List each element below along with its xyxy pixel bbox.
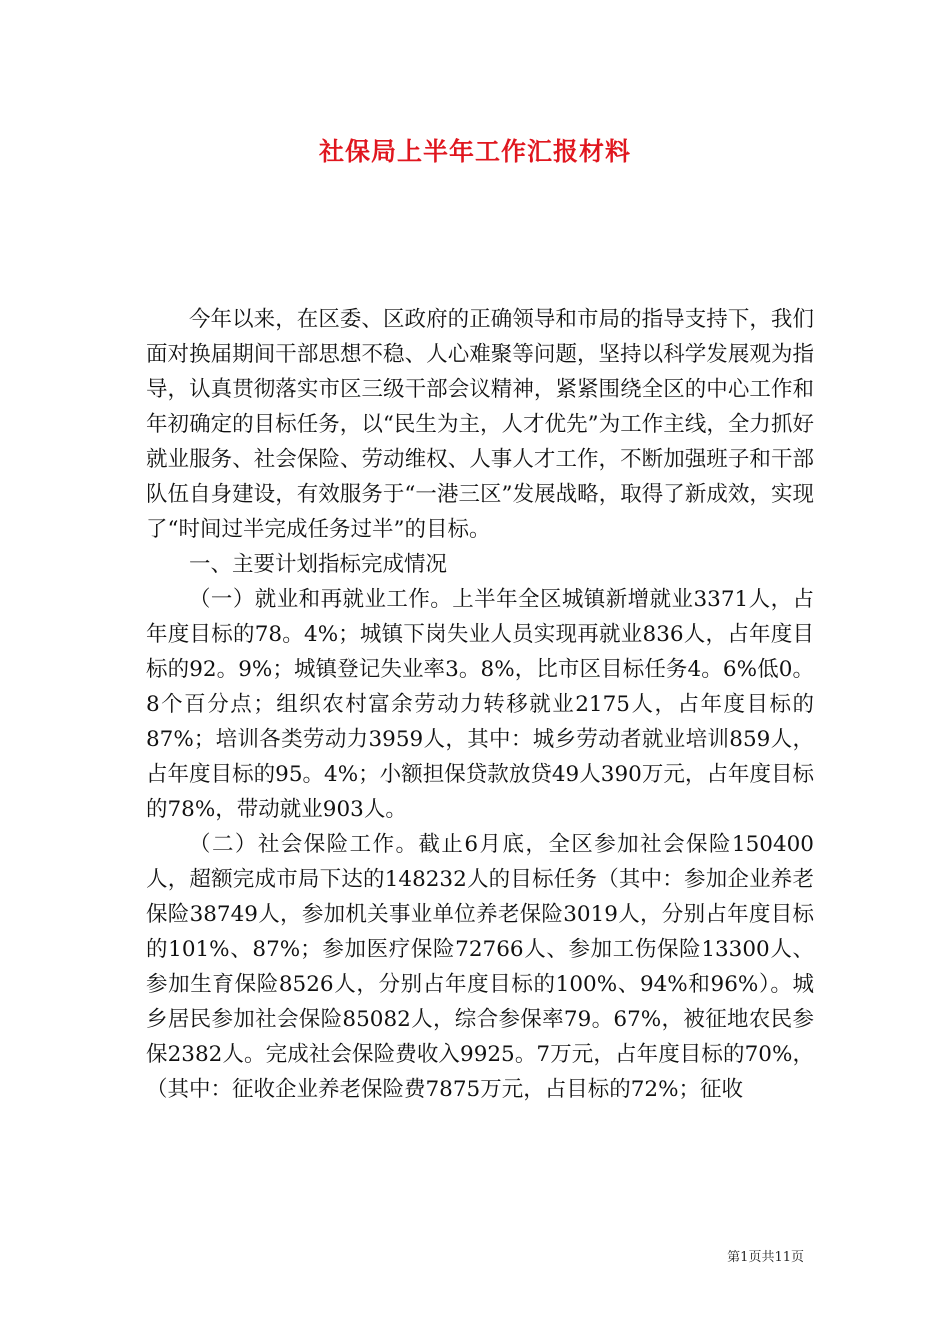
- paragraph-intro: 今年以来，在区委、区政府的正确领导和市局的指导支持下，我们面对换届期间干部思想不稳、人心难聚等问题，坚持以科学发展观为指导，认真贯彻落实市区三级干部会议精神，紧紧围绕全区的中心工作和年初确定的目标任务，以“民生为主，人才优先”为工作主线，全力抓好就业服务、社会保险、劳动维权、人事人才工作，不断加强班子和干部队伍自身建设，有效服务于“一港三区”发展战略，取得了新成效，实现了“时间过半完成任务过半”的目标。: [146, 307, 814, 542]
- paragraph-employment: （一）就业和再就业工作。上半年全区城镇新增就业3371人，占年度目标的78。4%；城镇下岗失业人员实现再就业836人，占年度目标的92。9%；城镇登记失业率3。8%，比市区目标任务4。6%低0。8个百分点；组织农村富余劳动力转移就业2175人，占年度目标的87%；培训各类劳动力3959人，其中：城乡劳动者就业培训859人，占年度目标的95。4%；小额担保贷款放贷49人390万元，占年度目标的78%，带动就业903人。: [146, 587, 814, 822]
- document-title: 社保局上半年工作汇报材料: [318, 137, 631, 166]
- document-body: [146, 302, 814, 1107]
- page-number: 第1页共11页: [727, 1250, 804, 1265]
- section-heading: 一、主要计划指标完成情况: [189, 552, 448, 577]
- paragraph-social-insurance: （二）社会保险工作。截止6月底，全区参加社会保险150400人，超额完成市局下达的148232人的目标任务（其中：参加企业养老保险38749人，参加机关事业单位养老保险3019人，分别占年度目标的101%、87%；参加医疗保险72766人、参加工伤保险13300人、参加生育保险8526人，分别占年度目标的100%、94%和96%）。城乡居民参加社会保险85082人，综合参保率79。67%，被征地农民参保2382人。完成社会保险费收入9925。7万元，占年度目标的70%，（其中：征收企业养老保险费7875万元，占目标的72%；征收: [146, 832, 814, 1102]
